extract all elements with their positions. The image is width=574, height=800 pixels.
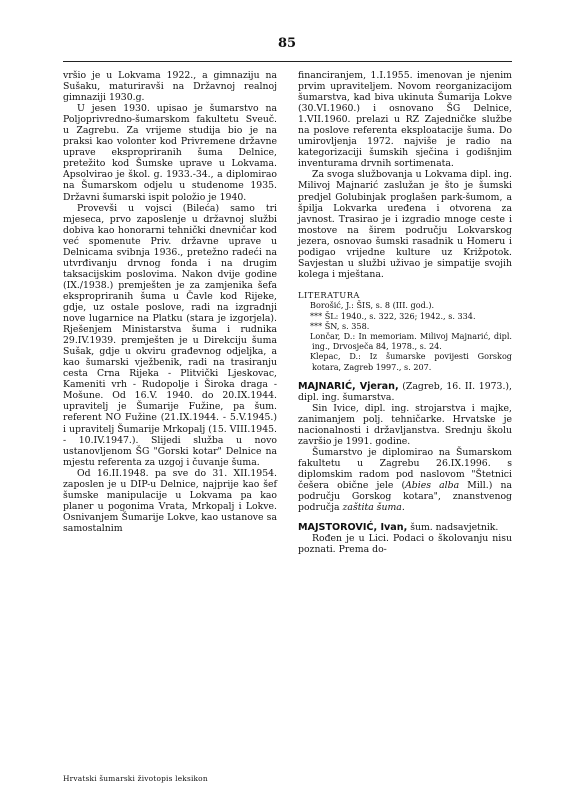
literature-item: Borošić, J.: ŠIS, s. 8 (III. god.). <box>310 300 435 311</box>
paragraph: Od 16.II.1948. pa sve do 31. XII.1954. zaposlen je u DIP-u Delnice, najprije kao šef šumske manipulacije u Lokvama pa kao planer u pogonima Vrata, Mrkopalj i Lokve. Osnivanjem Šumarije Lokve, kao ustanove sa samostalnim <box>63 467 277 534</box>
entry-majstorovic-ivan <box>298 522 512 555</box>
field-name: zaštita šuma <box>342 502 402 514</box>
paragraph: Provevši u vojsci (Bileća) samo tri mjeseca, prvo zaposlenje u državnoj službi dobiva kao honorarni tehnički dnevničar kod već spomenute Priv. državne uprave u Delnicama svibnja 1936., pretežno radeći na utvrđivanju drvnog fonda i na drugim taksacijskim poslovima. Nakon dvije godine (IX./1938.) premješten je za zamjenika šefa ekspropriranih šuma u Čavle kod Rijeke, gdje, uz ostale poslove, radi na izgradnji nove lugarnice na Platku (stara je izgorjela). Rješenjem Ministarstva šuma i rudnika 29.IV.1939. premješten je u Direkciju šuma Sušak, gdje u okviru građevnog odjeljka, a kao šumarski vježbenik, radi na trasiranju cesta Crna Rijeka - Plitvički Ljeskovac, Kameniti vrh - Rudopolje i Široka draga - Mošune. Od 16.V. 1940. do 20.IX.1944. upravitelj je Šumarije Fužine, pa šum. referent NO Fužine (21.IX.1944. - 5.V.1945.) i upravitelj Šumarije Mrkopalj (15. VIII.1945. - 10.IV.1947.). Slijedi služba u novo ustanovljenom ŠG "Gorski kotar" Delnice na mjestu referenta za uzgoj i čuvanje šuma. <box>63 202 277 468</box>
literature-heading: LITERATURA <box>298 289 360 300</box>
right-column <box>298 70 512 556</box>
literature-item: *** ŠL: 1940., s. 322, 326; 1942., s. 334. <box>310 310 476 321</box>
header-rule <box>63 61 512 62</box>
literature-item: Lončar, D.: In memoriam. Milivoj Majnarić, dipl. ing., Drvosječa 84, 1978., s. 24. <box>310 331 512 352</box>
paragraph: vršio je u Lokvama 1922., a gimnaziju na Sušaku, maturiravši na Državnoj realnoj gimnaziji 1930.g. <box>63 70 277 104</box>
entry-majnaric-vjeran <box>298 381 512 514</box>
paragraph: U jesen 1930. upisao je šumarstvo na Poljoprivredno-šumarskom fakultetu Sveuč. u Zagrebu. Za vrijeme studija bio je na praksi kao volonter kod Privremene državne uprave ekspropriranih šuma Delnice, pretežito kod Šumske uprave u Lokvama. Apsolvirao je škol. g. 1933.-34., a diplomirao na Šumarskom odjelu u studenome 1935. Državni šumarski ispit položio je 1940. <box>63 103 277 203</box>
paragraph: Rođen je u Lici. Podaci o školovanju nisu poznati. Prema do- <box>298 533 512 556</box>
entry-lead: šum. nadsavjetnik. <box>407 522 499 534</box>
entry-heading: MAJSTOROVIĆ, Ivan, <box>298 522 408 534</box>
entry-heading: MAJNARIĆ, Vjeran, <box>298 380 399 392</box>
footer-title: Hrvatski šumarski životopis leksikon <box>63 774 208 783</box>
paragraph: Sin Ivice, dipl. ing. strojarstva i majke, zanimanjem polj. tehničarke. Hrvatske je nacionalnosti i državljanstva. Srednju školu završio je 1991. godine. <box>298 402 512 448</box>
paragraph: Šumarstvo je diplomirao na Šumarskom fakultetu u Zagrebu 26.IX.1996. s diplomskim radom pod naslovom "Štetnici češera obične jele (Abies alba Mill.) na području Gorskog kotara", znanstvenog područja zaštita šuma. <box>298 447 512 514</box>
literature-item: *** ŠN, s. 358. <box>310 320 370 331</box>
paragraph: financiranjem, 1.I.1955. imenovan je njenim prvim upraviteljem. Novom reorganizacijom šumarstva, kad biva ukinuta Šumarija Lokve (30.VI.1960.) i osnovano ŠG Delnice, 1.VII.1960. prelazi u RZ Zajedničke službe na poslove referenta eksploatacije šuma. Do umirovljenja 1972. najviše je radio na kategorizaciji šumskih sječina i godišnjim inventurama drvnih sortimenata. <box>298 70 512 170</box>
page-number: 85 <box>277 36 297 51</box>
species-name: Abies alba <box>405 480 460 492</box>
left-column <box>63 70 277 534</box>
entry-lead: (Zagreb, 16. II. 1973.), dipl. ing. šumarstva. <box>298 380 512 403</box>
literature-item: Klepac, D.: Iz šumarske povijesti Gorskog kotara, Zagreb 1997., s. 207. <box>310 351 512 372</box>
paragraph: Za svoga službovanja u Lokvama dipl. ing. Milivoj Majnarić zaslužan je što je šumski predjel Golubinjak proglašen park-šumom, a špilja Lokvarka uređena i otvorena za javnost. Trasirao je i izgradio mnoge ceste i mostove na širem području Lokvarskog jezera, osnovao šumski rasadnik u Homeru i podigao vrijedne kulture uz Križpotok. Savjestan u službi uživao je simpatije svojih kolega i mještana. <box>298 169 512 280</box>
